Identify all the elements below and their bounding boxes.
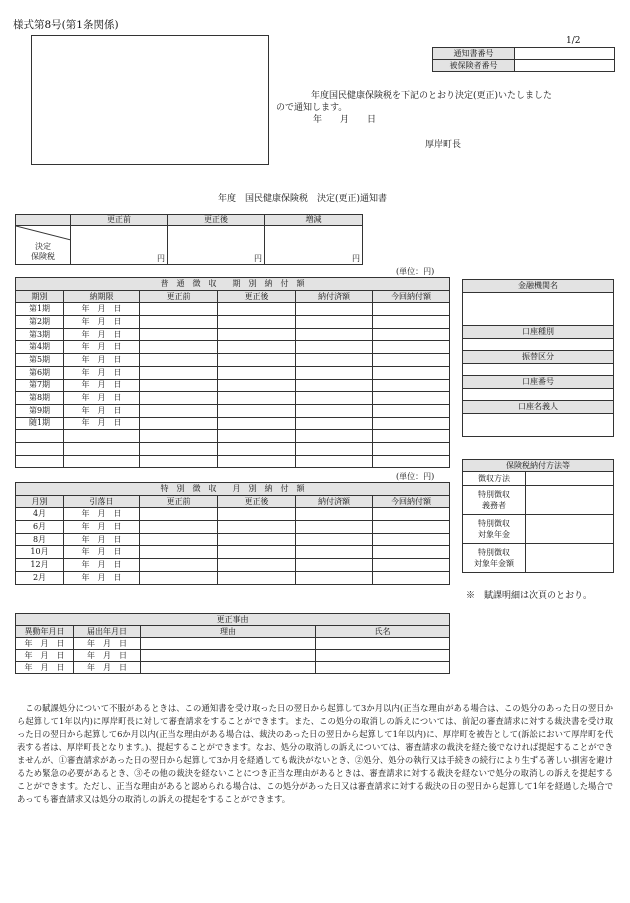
issuer: 厚岸町長 <box>425 140 462 150</box>
table-row: 12月 年 月 日 <box>16 559 450 572</box>
summary-header-after: 更正後 <box>168 215 265 226</box>
regular-title: 普 通 徴 収 期 別 納 付 額 <box>16 278 450 291</box>
account-type-label: 口座種別 <box>463 326 614 339</box>
regular-header-after: 更正後 <box>218 290 296 303</box>
special-pension-value <box>526 515 614 544</box>
details-note: ※ 賦課明細は次頁のとおり。 <box>466 591 593 601</box>
intro-line-2: ので通知します。 <box>276 103 348 113</box>
table-row: 6月 年 月 日 <box>16 521 450 534</box>
special-pension-amount-label: 特別徴収 対象年金額 <box>463 544 526 573</box>
table-row <box>16 442 450 455</box>
account-holder-value <box>463 414 614 437</box>
intro-date: 年 月 日 <box>313 115 377 125</box>
reason-header-reason: 理由 <box>141 626 316 638</box>
special-header-paid: 納付済額 <box>296 495 373 508</box>
summary-table <box>15 214 363 265</box>
notice-number-value <box>515 48 615 60</box>
table-row: 年 月 日 年 月 日 <box>16 662 450 674</box>
summary-after-value: 円 <box>168 226 265 265</box>
reason-header-name: 氏名 <box>316 626 450 638</box>
table-row: 8月 年 月 日 <box>16 533 450 546</box>
special-header-current: 今回納付額 <box>373 495 450 508</box>
table-row: 第3期 年 月 日 <box>16 328 450 341</box>
payment-method-table <box>462 459 614 573</box>
table-row: 第8期 年 月 日 <box>16 392 450 405</box>
regular-header-before: 更正前 <box>140 290 218 303</box>
summary-header-before: 更正前 <box>71 215 168 226</box>
table-row: 第7期 年 月 日 <box>16 379 450 392</box>
summary-before-value: 円 <box>71 226 168 265</box>
transfer-type-label: 振替区分 <box>463 351 614 364</box>
account-holder-label: 口座名義人 <box>463 401 614 414</box>
account-number-label: 口座番号 <box>463 376 614 389</box>
special-pension-label: 特別徴収 対象年金 <box>463 515 526 544</box>
special-title: 特 別 徴 収 月 別 納 付 額 <box>16 483 450 496</box>
appeal-notice: この賦課処分について不服があるときは、この通知書を受け取った日の翌日から起算して3か月以内(正当な理由がある場合は、この処分のあった日の翌日から起算して1年以内)に厚岸町長に対して審査請求をすることができます。また、この処分の取消しの訴えについては、前記の審査請求に対する裁決書を受け取った日の翌日から起算して6か月以内(正当な理由がある場合は、裁決のあった日の翌日から起算して1年以内)に、厚岸町を被告として(訴訟において厚岸町を代表する者は、厚岸町長となります。)、提起することができます。なお、処分の取消しの訴えについては、審査請求の裁決を経た後でなければ提起することができませんが、①審査請求があった日の翌日から起算して3か月を経過しても裁決がないとき、②処分、処分の執行又は手続きの続行により生ずる著しい損害を避けるため緊急の必要があるとき、③その他の裁決を経ないことにつき正当な理由があるときは、審査請求に対する裁決を経ないで処分の取消しの訴えを提起することができます。ただし、正当な理由があると認められる場合は、この処分があった日又は審査請求に対する裁決の日の翌日から起算して1年を経過した場合であっても審査請求又は処分の取消しの訴えの提起をすることができます。 <box>17 703 613 804</box>
bank-table <box>462 279 614 437</box>
account-number-value <box>463 389 614 401</box>
notice-number-label: 通知書番号 <box>433 48 515 60</box>
regular-collection-table <box>15 277 450 468</box>
special-obligor-label: 特別徴収 義務者 <box>463 486 526 515</box>
transfer-type-value <box>463 364 614 376</box>
reason-title: 更正事由 <box>16 614 450 626</box>
table-row: 第5期 年 月 日 <box>16 354 450 367</box>
insured-number-value <box>515 60 615 72</box>
collection-method-label: 徴収方法 <box>463 472 526 486</box>
summary-header-diff: 増減 <box>265 215 363 226</box>
account-type-value <box>463 339 614 351</box>
special-header-month: 月別 <box>16 495 64 508</box>
table-row: 4月 年 月 日 <box>16 508 450 521</box>
page-number: 1/2 <box>566 36 581 46</box>
bank-institution-value <box>463 293 614 326</box>
collection-method-value <box>526 472 614 486</box>
summary-corner <box>16 215 71 226</box>
table-row: 随1期 年 月 日 <box>16 417 450 430</box>
table-row: 第1期 年 月 日 <box>16 303 450 316</box>
bank-institution-label: 金融機関名 <box>463 280 614 293</box>
special-header-before: 更正前 <box>140 495 218 508</box>
insured-number-label: 被保険者番号 <box>433 60 515 72</box>
table-row: 第9期 年 月 日 <box>16 404 450 417</box>
table-row: 年 月 日 年 月 日 <box>16 650 450 662</box>
summary-row-label <box>16 226 71 265</box>
document-title: 年度 国民健康保険税 決定(更正)通知書 <box>218 194 388 204</box>
special-pension-amount-value <box>526 544 614 573</box>
regular-header-period: 期別 <box>16 290 64 303</box>
special-collection-table <box>15 482 450 585</box>
special-header-after: 更正後 <box>218 495 296 508</box>
reason-header-report-date: 届出年月日 <box>74 626 141 638</box>
payment-method-title: 保険税納付方法等 <box>463 460 614 472</box>
regular-header-due: 納期限 <box>64 290 140 303</box>
reason-table <box>15 613 450 674</box>
table-row: 2月 年 月 日 <box>16 571 450 584</box>
table-row <box>16 430 450 443</box>
unit-label-special: (単位：円) <box>396 472 435 481</box>
special-header-withdraw: 引落日 <box>64 495 140 508</box>
table-row: 第2期 年 月 日 <box>16 316 450 329</box>
table-row <box>16 455 450 468</box>
reason-header-change-date: 異動年月日 <box>16 626 74 638</box>
id-table <box>432 47 615 72</box>
summary-diff-value: 円 <box>265 226 363 265</box>
table-row: 第4期 年 月 日 <box>16 341 450 354</box>
unit-label-regular: (単位：円) <box>396 267 435 276</box>
regular-header-current: 今回納付額 <box>373 290 450 303</box>
special-obligor-value <box>526 486 614 515</box>
intro-line-1: 年度国民健康保険税を下記のとおり決定(更正)いたしました <box>311 91 553 101</box>
table-row: 年 月 日 年 月 日 <box>16 638 450 650</box>
summary-label-1: 決定 <box>35 242 51 251</box>
summary-label-2: 保険税 <box>31 252 55 261</box>
address-window <box>31 35 269 165</box>
regular-header-paid: 納付済額 <box>296 290 373 303</box>
form-id: 様式第8号(第1条関係) <box>13 19 119 31</box>
table-row: 第6期 年 月 日 <box>16 366 450 379</box>
table-row: 10月 年 月 日 <box>16 546 450 559</box>
